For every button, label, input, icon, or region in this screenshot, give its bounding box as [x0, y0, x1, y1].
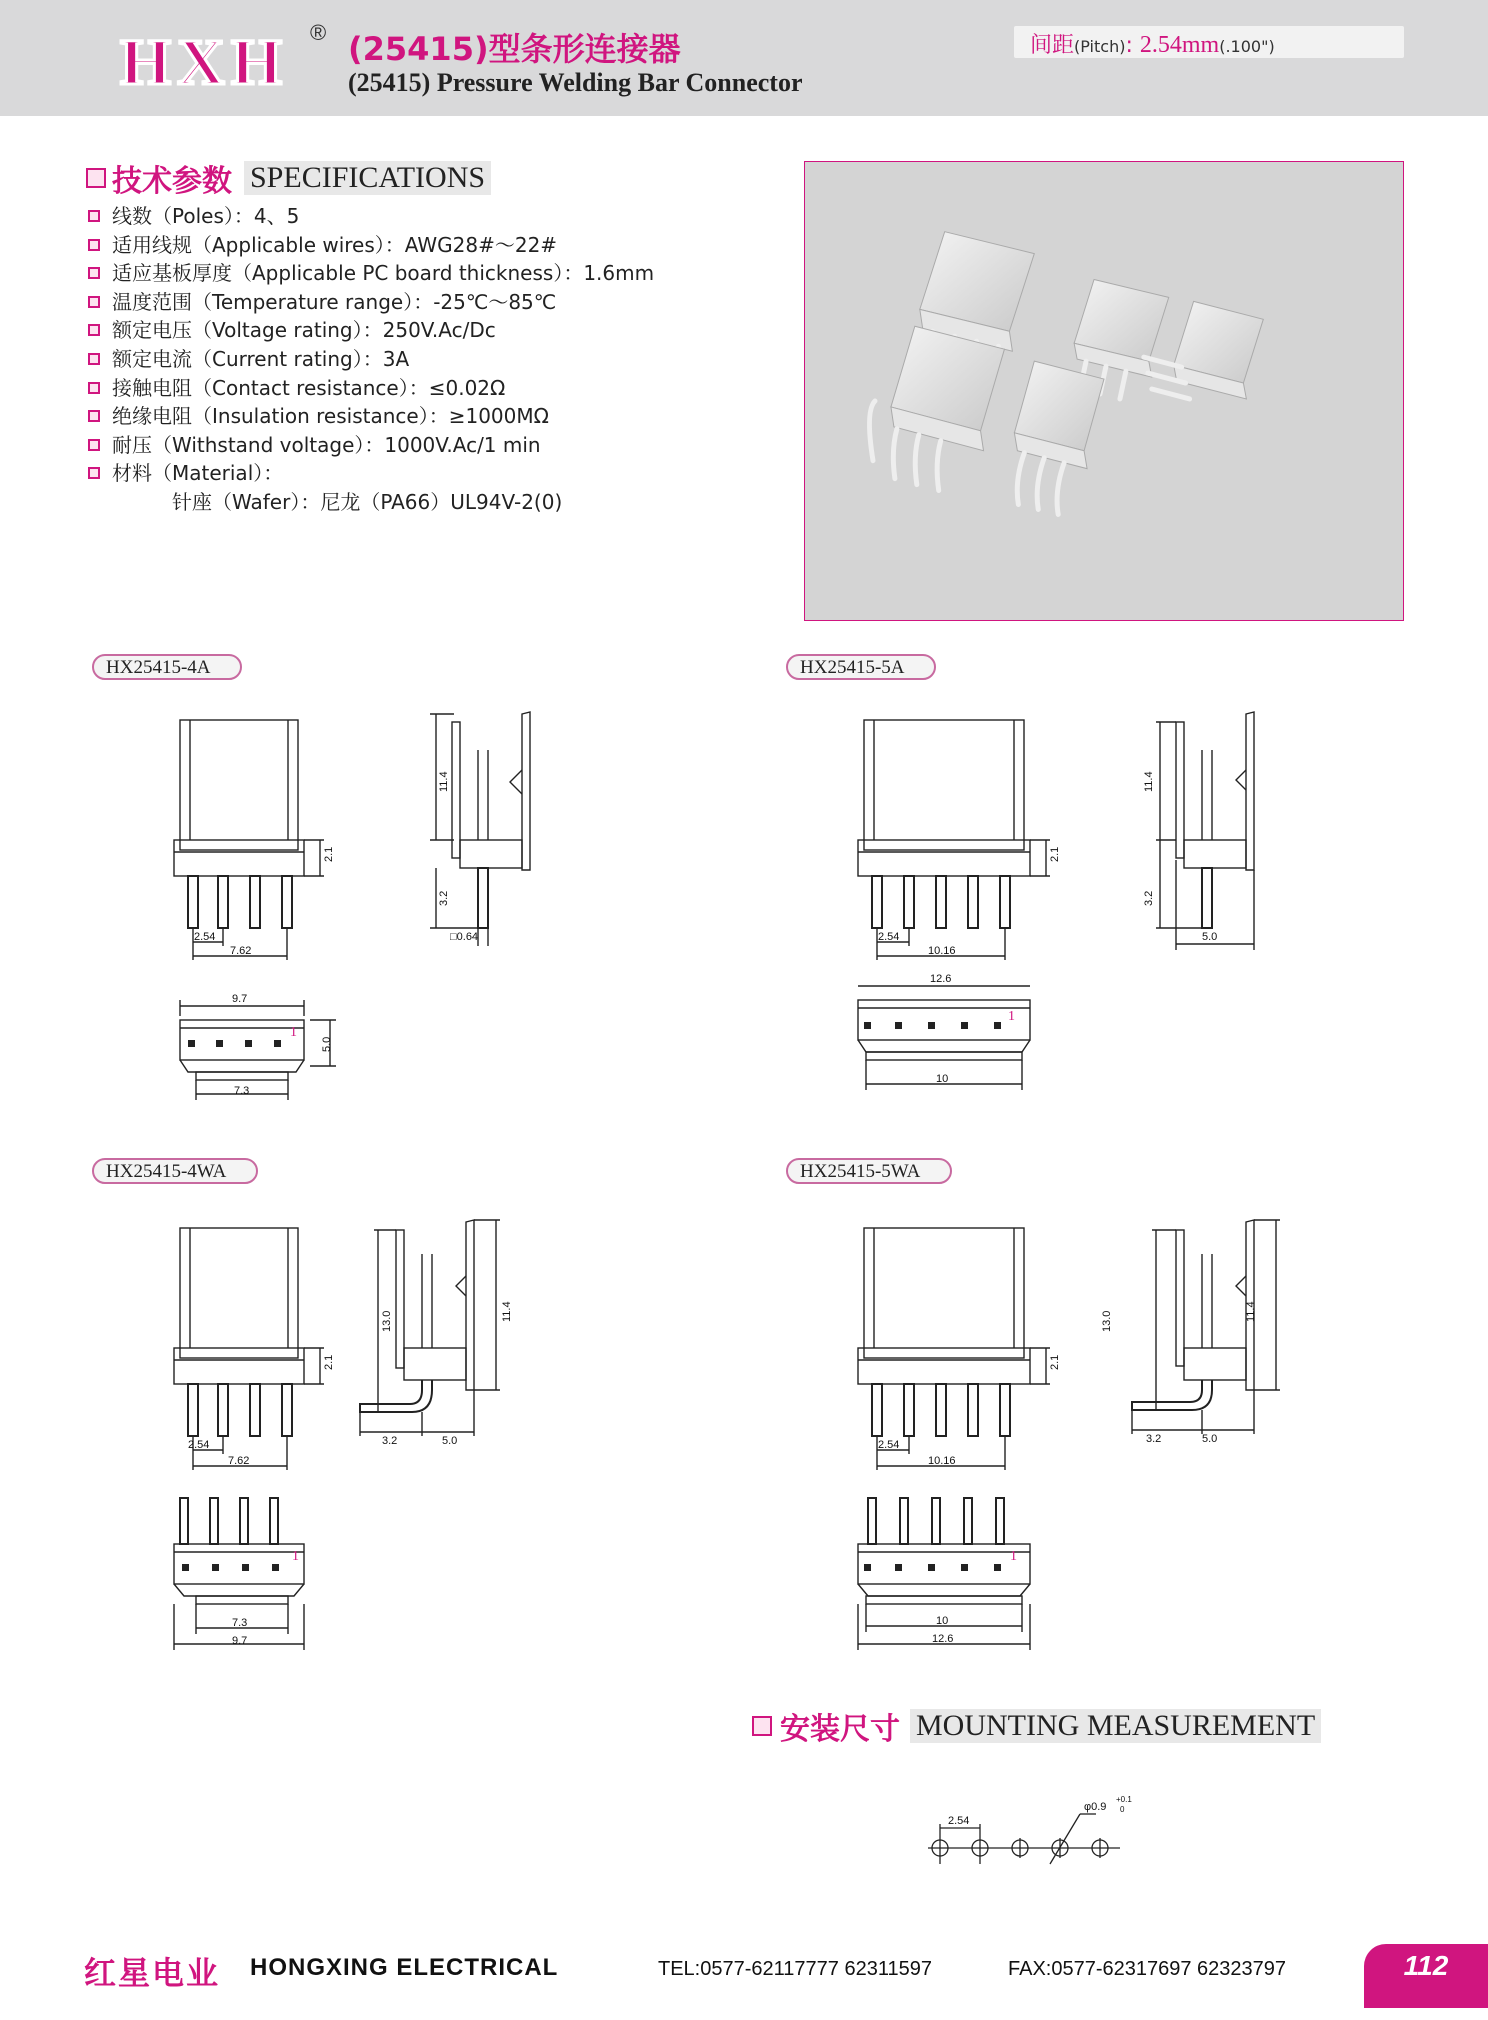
- connector-image: [1014, 361, 1104, 514]
- mounting-heading: [752, 1704, 1321, 1748]
- spec-item-text: 材料（Material）：: [112, 461, 284, 486]
- model-label-4a: HX25415-4A: [92, 654, 242, 680]
- mount-heading-cn: 安装尺寸: [780, 1712, 900, 1747]
- dim-w2-5wa: 12.6: [932, 1633, 954, 1645]
- bullet-square-icon: [752, 1716, 772, 1736]
- pitch-label-en: (Pitch): [1074, 37, 1126, 56]
- spec-item-text: 耐压（Withstand voltage）：1000V.Ac/1 min: [112, 432, 541, 457]
- spec-item: [88, 459, 728, 488]
- dim-span-5wa: 10.16: [928, 1455, 956, 1467]
- bullet-square-icon: [88, 382, 100, 394]
- spec-item-text: 接触电阻（Contact resistance）：≤0.02Ω: [112, 375, 506, 400]
- product-photo: [804, 161, 1404, 621]
- spec-item: [88, 374, 728, 403]
- spec-heading-en: SPECIFICATIONS: [244, 161, 491, 195]
- title-chinese: (25415)型条形连接器: [348, 30, 681, 68]
- spec-item: [88, 202, 728, 231]
- dim-pitch-4a: 2.54: [194, 931, 216, 943]
- model-label-5a: HX25415-5A: [786, 654, 936, 680]
- pitch-value: 2.54mm: [1139, 32, 1220, 58]
- dim-pitch-4wa: 2.54: [188, 1439, 210, 1451]
- pin1-marker-5wa: 1: [1010, 1549, 1017, 1564]
- spec-item: [88, 345, 728, 374]
- pitch-inch: (.100"): [1219, 37, 1275, 56]
- spec-heading-cn: 技术参数: [112, 164, 232, 199]
- pitch-label-cn: 间距: [1030, 33, 1075, 58]
- spec-item-text: 额定电压（Voltage rating）：250V.Ac/Dc: [112, 318, 496, 343]
- model-label-5wa: HX25415-5WA: [786, 1158, 952, 1184]
- bullet-square-icon: [88, 210, 100, 222]
- spec-item-text: 温度范围（Temperature range）：-25℃～85℃: [112, 289, 557, 314]
- bullet-square-icon: [86, 168, 106, 188]
- dim-h2-5wa: 13.0: [1101, 1310, 1113, 1332]
- spec-item: [88, 259, 728, 288]
- pin1-marker-4wa: 1: [292, 1549, 299, 1564]
- model-label-4wa: HX25415-4WA: [92, 1158, 258, 1184]
- dim-w1-4wa: 7.3: [232, 1617, 248, 1629]
- dim-h3-5wa: 11.4: [1245, 1301, 1257, 1322]
- registered-mark: ®: [310, 20, 327, 45]
- spec-list: [88, 202, 728, 517]
- spec-item: [88, 431, 728, 460]
- dim-w2-4wa: 9.7: [232, 1635, 248, 1647]
- bullet-square-icon: [88, 296, 100, 308]
- dim-span-4wa: 7.62: [228, 1455, 250, 1467]
- spec-item: [88, 402, 728, 431]
- dim-h2-5a: 11.4: [1143, 771, 1155, 792]
- spec-item-text: 绝缘电阻（Insulation resistance）：≥1000MΩ: [112, 404, 549, 429]
- bullet-square-icon: [88, 353, 100, 365]
- dim-s2-5wa: 5.0: [1202, 1433, 1218, 1445]
- drawing-4wa: [160, 1214, 710, 1714]
- dim-h1-5wa: 2.1: [1049, 1354, 1061, 1370]
- bullet-square-icon: [88, 267, 100, 279]
- brand-english: HONGXING ELECTRICAL: [250, 1954, 559, 1981]
- mounting-hole-diagram: [920, 1784, 1160, 1884]
- dim-s2-4wa: 5.0: [442, 1435, 458, 1447]
- dim-d1-4a: 5.0: [321, 1036, 333, 1052]
- dim-h3-4wa: 11.4: [501, 1301, 513, 1322]
- drawing-5wa: [850, 1214, 1370, 1674]
- bullet-square-icon: [88, 467, 100, 479]
- spec-item-text: 适用线规（Applicable wires）：AWG28#～22#: [112, 232, 558, 257]
- svg-text:HXH: HXH: [119, 26, 289, 98]
- specifications-heading: [86, 156, 491, 199]
- dim-w1-4a: 9.7: [232, 993, 248, 1005]
- spec-item-text: 线数（Poles）：4、5: [112, 204, 300, 228]
- dim-h1-4a: 2.1: [323, 846, 335, 862]
- drawing-4a: [160, 710, 710, 1110]
- hxh-logo: [100, 26, 308, 98]
- fax: FAX:0577-62317697 62323797: [1008, 1958, 1287, 1980]
- mount-tol-plus: +0.1: [1116, 1795, 1132, 1804]
- dim-w2-4a: 7.3: [234, 1085, 250, 1097]
- pin1-marker-4a: 1: [290, 1025, 297, 1040]
- pitch-sep: :: [1125, 33, 1133, 58]
- dim-h2-4wa: 13.0: [381, 1310, 393, 1332]
- dim-d1-5a: 5.0: [1202, 931, 1218, 943]
- dim-w1-5wa: 10: [936, 1615, 949, 1627]
- spec-item: [88, 288, 728, 317]
- dim-w1-5a: 12.6: [930, 973, 952, 985]
- dim-h2-4a: 11.4: [438, 771, 450, 792]
- dim-s1-5wa: 3.2: [1146, 1433, 1162, 1445]
- pin1-marker-5a: 1: [1008, 1009, 1015, 1024]
- bullet-square-icon: [88, 239, 100, 251]
- dim-span-5a: 10.16: [928, 945, 956, 957]
- bullet-square-icon: [88, 324, 100, 336]
- mount-hole-dia: φ0.9: [1084, 1801, 1107, 1813]
- dim-pitch-5a: 2.54: [878, 931, 900, 943]
- drawing-5a: [850, 710, 1370, 1110]
- dim-pitch-5wa: 2.54: [878, 1439, 900, 1451]
- spec-item: [88, 231, 728, 260]
- dim-h3-5a: 3.2: [1143, 890, 1155, 906]
- mount-heading-en: MOUNTING MEASUREMENT: [910, 1709, 1321, 1743]
- dim-h1-5a: 2.1: [1049, 846, 1061, 862]
- page-number: 112: [1403, 1950, 1449, 1981]
- spec-item-text: 适应基板厚度（Applicable PC board thickness）：1.6mm: [112, 261, 655, 286]
- dim-pin-4a: □0.64: [450, 931, 479, 943]
- dim-s1-4wa: 3.2: [382, 1435, 398, 1447]
- dim-span-4a: 7.62: [230, 945, 252, 957]
- spec-material-sub: 针座（Wafer）：尼龙（PA66）UL94V-2(0): [172, 489, 563, 514]
- mount-pitch: 2.54: [948, 1815, 970, 1827]
- brand-chinese: 红星电业: [84, 1954, 221, 1992]
- bullet-square-icon: [88, 410, 100, 422]
- spec-item-text: 额定电流（Current rating）：3A: [112, 346, 410, 371]
- mount-tol-minus: 0: [1120, 1805, 1125, 1814]
- dim-h1-4wa: 2.1: [323, 1354, 335, 1370]
- title-english: (25415) Pressure Welding Bar Connector: [348, 68, 803, 97]
- connector-image: [869, 326, 1004, 490]
- dim-w2-5a: 10: [936, 1073, 949, 1085]
- bullet-square-icon: [88, 439, 100, 451]
- spec-item: [88, 316, 728, 345]
- telephone: TEL:0577-62117777 62311597: [658, 1958, 932, 1980]
- pitch-info: [1030, 28, 1275, 59]
- dim-h3-4a: 3.2: [438, 890, 450, 906]
